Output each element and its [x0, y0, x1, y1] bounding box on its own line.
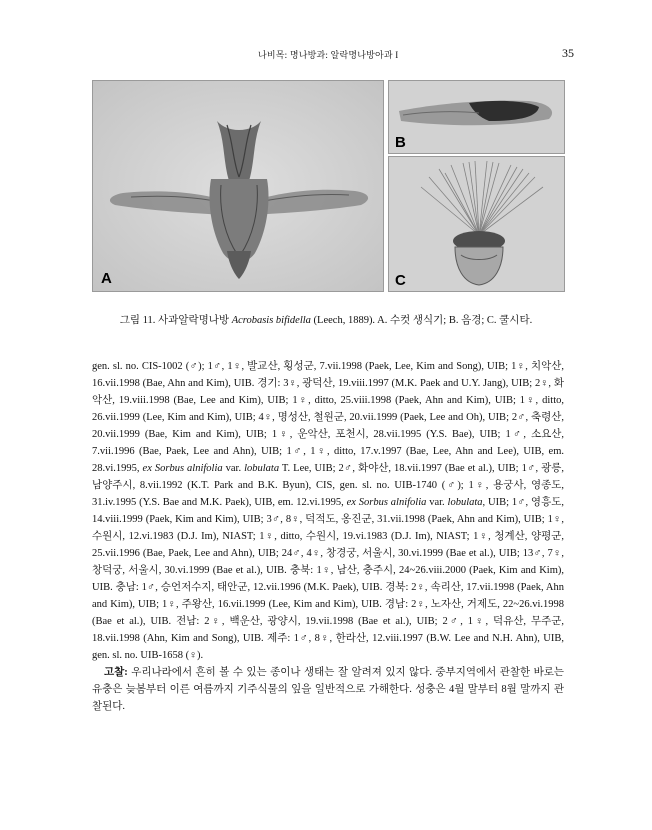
figure-panel-c-culcita: [388, 156, 565, 292]
caption-species-name: Acrobasis bifidella: [231, 315, 311, 326]
panel-b-label: B: [395, 134, 406, 151]
running-title: 나비목: 명나방과: 알락명나방아과 I: [258, 50, 399, 60]
figure-panel-b-aedeagus: [388, 80, 565, 154]
panel-c-label: C: [395, 272, 406, 289]
running-header: [0, 48, 652, 62]
body-text: [92, 358, 564, 715]
remarks-paragraph: [92, 664, 564, 715]
remarks-label: 고찰:: [104, 667, 128, 678]
aedeagus-illustration: [389, 81, 564, 153]
figure-panel-a-male-genitalia: [92, 80, 384, 292]
specimen-records: gen. sl. no. CIS-1002 (♂); 1♂, 1♀, 발교산, 횡성군, 7.vii.1998 (Paek, Lee, Kim and Song), UIB; 1♀, 치악산, 16.vii.1998 (Bae, Ahn and Kim), UIB. 경기: 3♀, 광덕산, 19.viii.1997 (M.K. Paek and U.Y. Jang), UIB; 2♀, 화악산, 19.viii.1998 (Bae, Lee and Kim), UIB; 1♀, ditto, 25.viii.1998 (Paek, Ahn and Kim), UIB; 1♀, ditto, 26.vii.1999 (Lee, Kim and Kim), UIB; 4♀, 명성산, 철원군, 20.vii.1999 (Paek, Lee and Oh), UIB; 2♂, 축령산, 20.vii.1999 (Bae, Kim and Kim), UIB; 1♀, 운악산, 포천시, 28.vii.1995 (Y.S. Bae), UIB; 1♂, 소요산, 7.vii.1996 (Bae, Paek, Lee and Ahn), UIB; 1♂, 1♀, ditto, 17.v.1997 (Bae, Lee, Ahn and Lee), UIB, em. 28.vi.1995, ex Sorbus alnifolia var. lobulata T. Lee, UIB; 2♂, 화야산, 18.vii.1997 (Bae et al.), UIB; 1♂, 광릉, 남양주시, 8.vii.1992 (K.T. Park and B.K. Byun), CIS, gen. sl. no. UIB-1740 (♂); 1♀, 용궁사, 영종도, 31.iv.1995 (Y.S. Bae and M.K. Paek), UIB, em. 12.vi.1995, ex Sorbus alnifolia var. lobulata, UIB; 1♂, 영흥도, 14.viii.1999 (Paek, Kim and Kim), UIB; 3♂, 8♀, 덕적도, 옹진군, 31.vii.1998 (Paek, Ahn and Kim), UIB; 1♀, 수원시, 12.vi.1983 (D.J. Im), NIAST; 1♀, ditto, 수원시, 19.vi.1983 (D.J. Im), NIAST; 1♀, 청계산, 양평군, 25.vii.1996 (Bae, Paek, Lee and Ahn), UIB; 24♂, 4♀, 창경궁, 서울시, 30.vi.1999 (Bae et al.), UIB; 13♂, 7♀, 창덕궁, 서울시, 30.vi.1999 (Bae et al.), UIB. 충북: 1♀, 남산, 충주시, 24~26.viii.2000 (Paek, Kim and Kim), UIB. 충남: 1♂, 승언저수지, 태안군, 12.vii.1996 (M.K. Paek), UIB. 경북: 2♀, 속리산, 17.vii.1998 (Paek, Ahn and Kim), UIB; 1♀, 주왕산, 16.vii.1999 (Lee, Kim and Kim), UIB. 경남: 2♀, 노자산, 거제도, 22~26.vi.1998 (Bae et al.), UIB. 전남: 2♀, 백운산, 광양시, 19.vii.1998 (Bae et al.), UIB; 2♂, 1♀, 덕유산, 무주군, 18.vii.1998 (Ahn, Kim and Song), UIB. 제주: 1♂, 8♀, 한라산, 12.viii.1997 (B.W. Lee and N.H. Ahn), UIB, gen. sl. no. UIB-1658 (♀).: [92, 361, 564, 661]
remarks-text: 우리나라에서 흔히 볼 수 있는 종이나 생태는 잘 알려져 있지 않다. 중부지역에서 관찰한 바로는 유충은 늦봄부터 이른 여름까지 기주식물의 잎을 일반적으로 가해한다. 성충은 4월 말부터 8월 말까지 관찰된다.: [92, 667, 564, 712]
caption-suffix: (Leech, 1889). A. 수컷 생식기; B. 음경; C. 쿨시타.: [310, 315, 533, 326]
panel-a-label: A: [101, 270, 112, 287]
culcita-illustration: [389, 157, 564, 291]
figure-caption: [0, 312, 652, 327]
caption-prefix: 그림 11. 사과알락명나방: [119, 315, 232, 326]
page-number: 35: [562, 46, 574, 60]
male-genitalia-illustration: [93, 81, 383, 291]
